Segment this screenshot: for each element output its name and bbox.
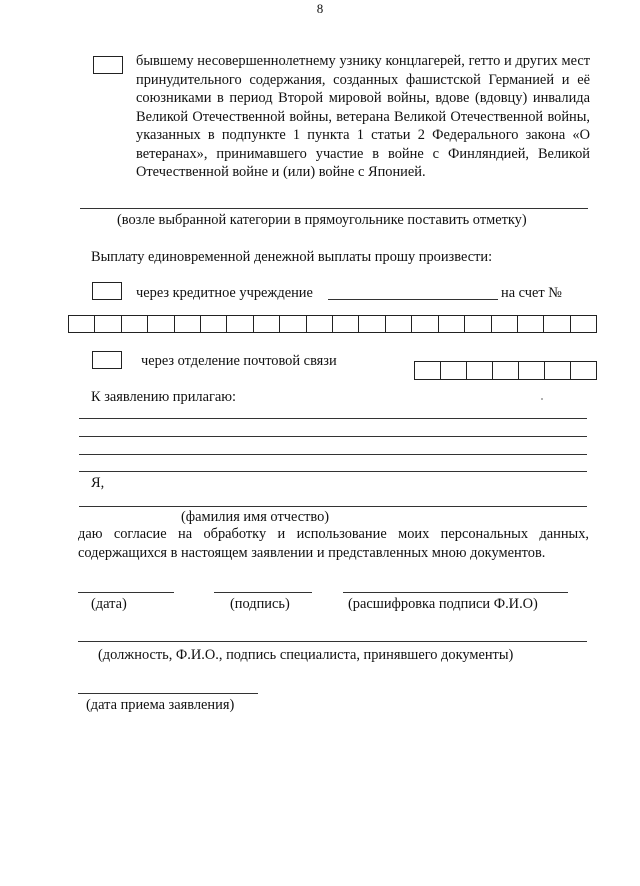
fio-line[interactable]	[79, 506, 587, 507]
bank-name-field[interactable]	[328, 299, 498, 300]
bank-label: через кредитное учреждение	[136, 285, 313, 301]
post-label: через отделение почтовой связи	[141, 353, 337, 369]
page-number: 8	[316, 1, 324, 16]
category-separator-line	[80, 208, 588, 209]
signature-decode-line[interactable]	[343, 592, 568, 593]
account-label: на счет №	[501, 285, 563, 301]
post-checkbox[interactable]	[92, 351, 122, 369]
fio-caption: (фамилия имя отчество)	[181, 509, 330, 525]
specialist-caption: (должность, Ф.И.О., подпись специалиста, принявшего документы)	[98, 647, 514, 663]
category-hint: (возле выбранной категории в прямоугольнике поставить отметку)	[117, 212, 527, 228]
signature-caption: (подпись)	[230, 596, 290, 612]
bank-checkbox[interactable]	[92, 282, 122, 300]
payment-heading: Выплату единовременной денежной выплаты прошу произвести:	[91, 249, 493, 265]
specialist-line[interactable]	[78, 641, 587, 642]
date-caption: (дата)	[91, 596, 127, 612]
receipt-date-line[interactable]	[78, 693, 258, 694]
attachment-line-2[interactable]	[79, 436, 587, 437]
signature-decode-caption: (расшифровка подписи Ф.И.О)	[348, 596, 538, 612]
account-number-cells[interactable]	[68, 315, 597, 333]
attachment-line-1[interactable]	[79, 418, 587, 419]
post-office-index-cells[interactable]	[414, 361, 597, 380]
category-checkbox[interactable]	[93, 56, 123, 74]
scan-speck	[541, 398, 543, 400]
i-label: Я,	[91, 475, 105, 491]
receipt-date-caption: (дата приема заявления)	[86, 697, 235, 713]
attachments-label: К заявлению прилагаю:	[91, 389, 237, 405]
attachment-line-4[interactable]	[79, 471, 587, 472]
signature-line[interactable]	[214, 592, 312, 593]
consent-text: даю согласие на обработку и использование моих персональных данных, содержащихся в настоящем заявлении и представленных мною документов.	[78, 526, 589, 561]
attachment-line-3[interactable]	[79, 454, 587, 455]
date-line[interactable]	[78, 592, 174, 593]
category-text: бывшему несовершеннолетнему узнику концлагерей, гетто и других мест принудительного содержания, созданных фашистской Германией и её союзниками в период Второй мировой войны, вдове (вдовцу) инвалида Великой Отечественной войны, ветерана Великой Отечественной войны, указанных в подпункте 1 пункта 1 статьи 2 Федерального закона «О ветеранах», принимавшего участие в войне с Финляндией, Великой Отечественной войне и (или) войне с Японией.	[136, 53, 590, 180]
